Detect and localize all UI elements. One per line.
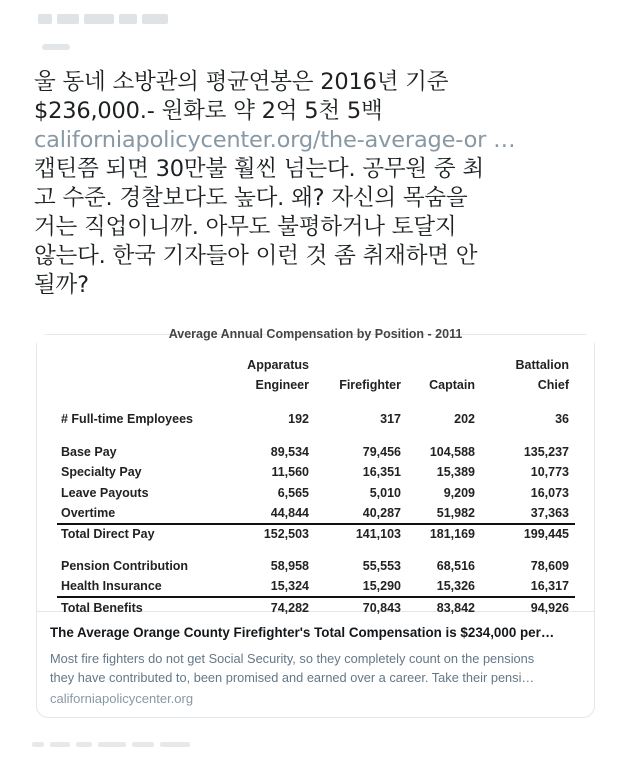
card-description: Most fire fighters do not get Social Security, so they completely count on the pensions they have contributed to, been promised and earned over a career. Take their pensi… [50, 651, 535, 685]
compensation-table [57, 355, 575, 618]
tweet-line: 캡틴쯤 되면 30만불 훨씬 넘는다. 공무원 중 최 [34, 156, 484, 182]
tweet-link[interactable]: californiapolicycenter.org/the-average-or … [34, 127, 516, 153]
card-domain[interactable]: californiapolicycenter.org [50, 691, 194, 706]
table-header-empty [57, 355, 225, 409]
tweet-text [34, 68, 604, 300]
table-row: Base Pay 89,534 79,456 104,588 135,237 [61, 444, 569, 459]
tweet-timestamp-blurred[interactable] [32, 734, 222, 742]
card-body[interactable] [37, 612, 594, 706]
table-row-total: Total Direct Pay 152,503 141,103 181,169 199,445 [57, 524, 575, 545]
table-header-cell: Captain [429, 378, 475, 392]
table-row: Leave Payouts 6,565 5,010 9,209 16,073 [61, 485, 569, 500]
table-header-cell: Battalion Chief [515, 358, 569, 392]
tweet-line: $236,000.- 원화로 약 2억 5천 5백 [34, 98, 383, 124]
tweet-line: 고 수준. 경찰보다도 높다. 왜? 자신의 목숨을 [34, 185, 468, 211]
card-image-title: Average Annual Compensation by Position - 2011 [168, 327, 463, 341]
table-row: Specialty Pay 11,560 16,351 15,389 10,773 [61, 465, 569, 480]
author-name-blurred[interactable] [38, 8, 188, 22]
table-row: Overtime 44,844 40,287 51,982 37,363 [61, 505, 569, 520]
table-row: Health Insurance 15,324 15,290 15,326 16,317 [61, 579, 569, 594]
table-row: # Full-time Employees 192 317 202 36 [61, 412, 569, 427]
tweet-line: 거는 직업이니까. 아무도 불평하거나 토달지 [34, 214, 457, 240]
table-header-cell: Apparatus Engineer [247, 358, 309, 392]
author-handle-blurred[interactable] [42, 44, 70, 50]
card-title[interactable]: The Average Orange County Firefighter's Total Compensation is $234,000 per… [50, 625, 555, 640]
link-preview-card[interactable] [36, 327, 595, 718]
card-image[interactable] [37, 327, 594, 615]
table-row-total: Total Benefits 74,282 70,843 83,842 94,926 [57, 597, 575, 618]
tweet-line: 않는다. 한국 기자들아 이런 것 좀 취재하면 안 [34, 243, 478, 269]
tweet-line: 울 동네 소방관의 평균연봉은 2016년 기준 [34, 69, 449, 95]
table-header-row [57, 355, 575, 409]
table-header-cell: Firefighter [339, 378, 401, 392]
table-row: Pension Contribution 58,958 55,553 68,516 78,609 [61, 559, 569, 574]
tweet-line: 될까? [34, 272, 89, 298]
